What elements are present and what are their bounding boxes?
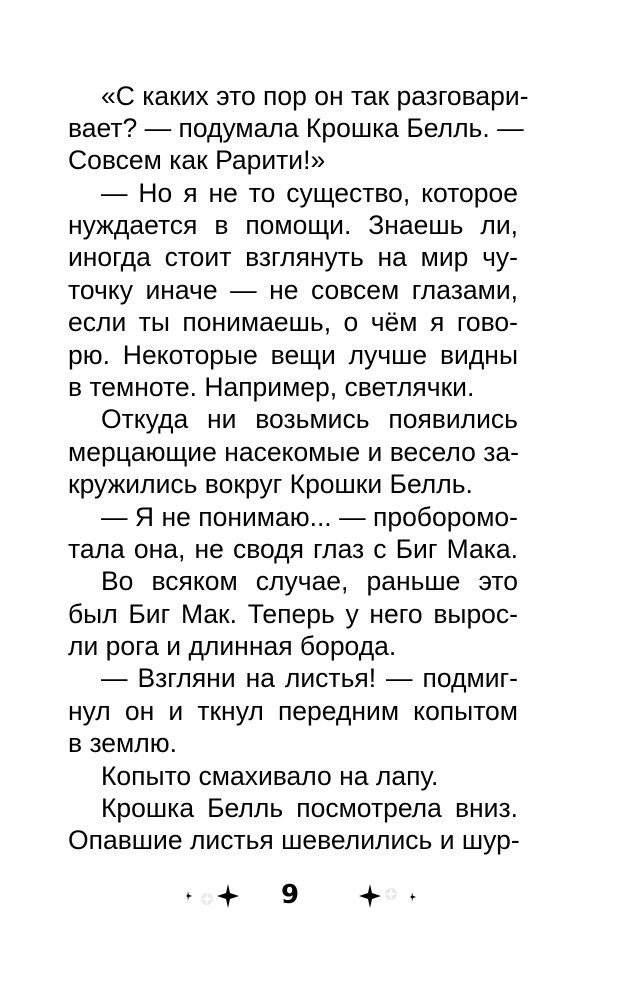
text-line: — Я не понимаю... — проборомо- <box>101 502 518 532</box>
text-line: точку иначе — не совсем глазами, <box>68 275 518 305</box>
text-line: мерцающие насекомые и весело за- <box>68 437 519 467</box>
page-number: 9 <box>280 880 300 910</box>
text-line: в землю. <box>68 728 177 758</box>
text-line: Копыто смахивало на лапу. <box>101 761 439 791</box>
text-line: Крошка Белль посмотрела вниз. <box>101 793 518 823</box>
text-line: Откуда ни возьмись появились <box>101 404 518 434</box>
text-line: — Взгляни на листья! — подмиг- <box>101 663 518 693</box>
text-line: ли рога и длинная борода. <box>68 631 397 661</box>
text-line: Во всяком случае, раньше это <box>101 566 518 596</box>
text-line: «С каких это пор он так разговари- <box>101 81 529 111</box>
text-line: нул он и ткнул передним копытом <box>68 696 518 726</box>
text-line: Совсем как Рарити!» <box>68 145 326 175</box>
stars-ornament-icon <box>176 880 246 912</box>
stars-ornament-icon <box>352 880 422 912</box>
text-line: нуждается в помощи. Знаешь ли, <box>68 210 518 240</box>
text-line: вает? — подумала Крошка Белль. — <box>68 113 524 143</box>
text-line: Опавшие листья шевелились и шур- <box>68 825 520 855</box>
text-line: — Но я не то существо, которое <box>101 178 518 208</box>
text-line: тала она, не сводя глаз с Биг Мака. <box>68 534 518 564</box>
text-line: иногда стоит взглянуть на мир чу- <box>68 242 518 272</box>
text-line: был Биг Мак. Теперь у него вырос- <box>68 599 518 629</box>
page-footer <box>0 876 619 916</box>
text-line: в темноте. Например, светлячки. <box>68 372 475 402</box>
text-line: если ты понимаешь, о чём я гово- <box>68 307 518 337</box>
text-line: рю. Некоторые вещи лучше видны <box>68 340 518 370</box>
text-line: кружились вокруг Крошки Белль. <box>68 469 473 499</box>
